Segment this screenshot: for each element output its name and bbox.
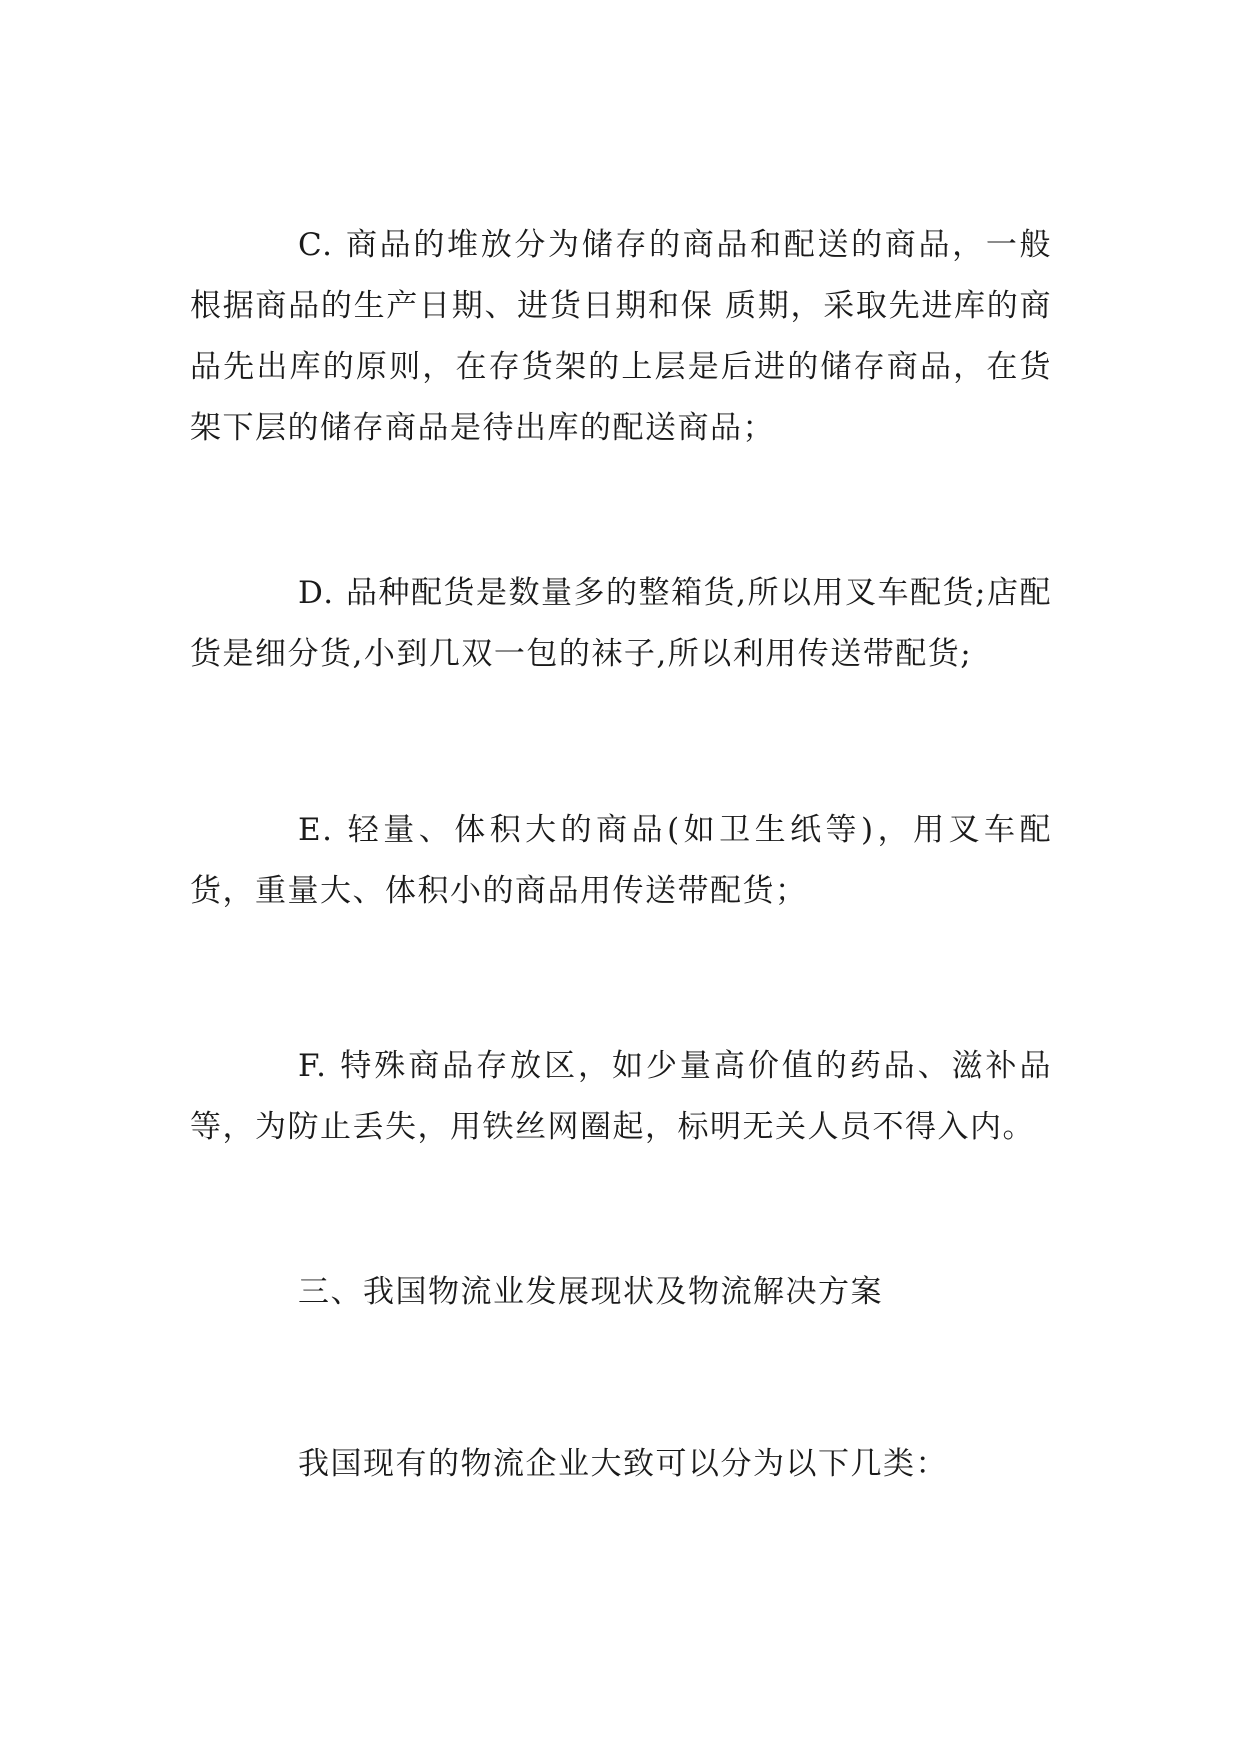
section-heading: 三、我国物流业发展现状及物流解决方案 [298, 1274, 883, 1310]
paragraph-item-f: F. 特殊商品存放区，如少量高价值的药品、滋补品等，为防止丢失，用铁丝网圈起，标明无关人员不得入内。 [190, 1048, 1052, 1145]
paragraph-item-c: C. 商品的堆放分为储存的商品和配送的商品，一般根据商品的生产日期、进货日期和保 质期，采取先进库的商品先出库的原则，在存货架的上层是后进的储存商品，在货架下层的储存商品是待出库的配送商品； [190, 227, 1052, 446]
paragraph-item-d: D. 品种配货是数量多的整箱货,所以用叉车配货;店配货是细分货,小到几双一包的袜子,所以利用传送带配货; [190, 575, 1052, 672]
intro-line: 我国现有的物流企业大致可以分为以下几类： [298, 1446, 948, 1482]
paragraph-item-e: E. 轻量、体积大的商品(如卫生纸等)，用叉车配货，重量大、体积小的商品用传送带配货； [190, 812, 1052, 909]
